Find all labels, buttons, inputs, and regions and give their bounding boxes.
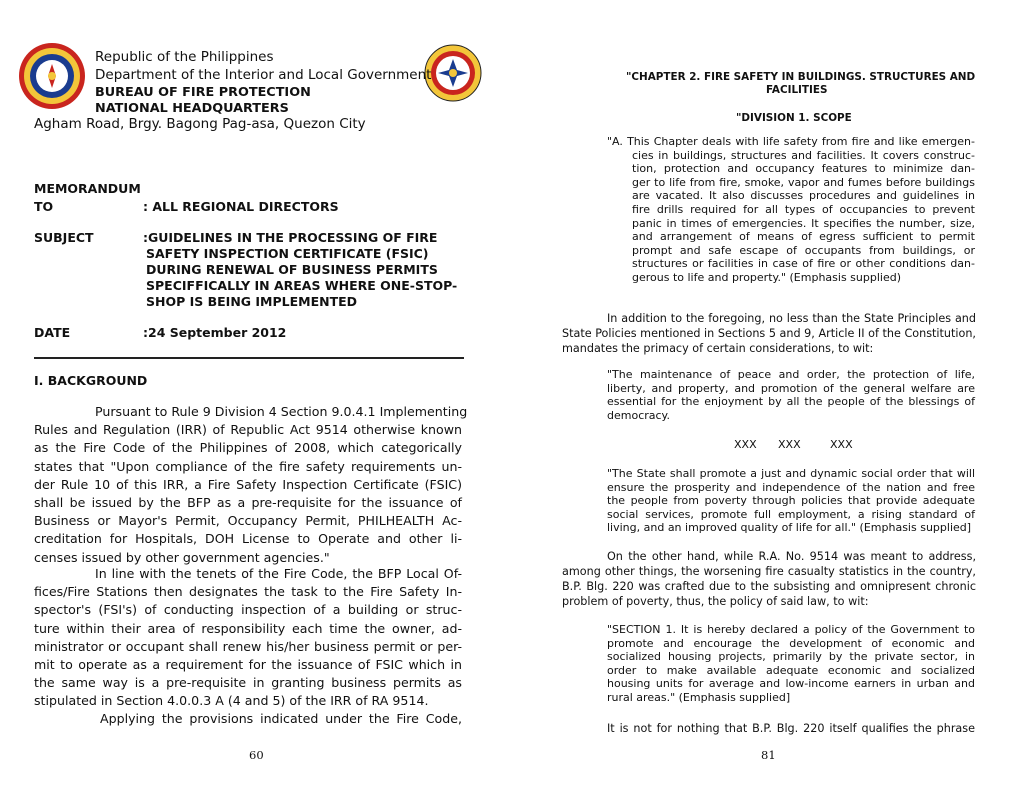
quote-peace-and-order: [607, 368, 975, 422]
text-line: stipulated in Section 4.0.0.3 A (4 and 5) of the IRR of RA 9514.: [34, 693, 429, 709]
memo-date-label: DATE: [34, 325, 71, 340]
text-line: "The State shall promote a just and dynamic social order that will: [607, 467, 975, 480]
text-line: shall be issued by the BFP as a pre-requisite for the issuance of: [34, 495, 462, 511]
text-line: promote and encourage the development of economic and: [607, 636, 975, 650]
text-line: State Policies mentioned in Sections 5 and 9, Article II of the Constitution,: [562, 327, 976, 340]
quote-chapter-scope: [607, 135, 975, 285]
background-paragraph-1: [34, 403, 468, 567]
text-line: order to make available adequate economic and socialized: [607, 663, 975, 677]
text-line: censes issued by other government agencies.": [34, 549, 330, 565]
chapter-heading: "CHAPTER 2. FIRE SAFETY IN BUILDINGS. STRUCTURES AND: [626, 71, 976, 83]
text-line: housing units for average and low-income earners in urban and: [607, 677, 975, 691]
section-title: I. BACKGROUND: [34, 373, 148, 388]
text-line: It is not for nothing that B.P. Blg. 220 itself qualifies the phrase: [607, 722, 975, 735]
text-line: Business or Mayor's Permit, Occupancy Permit, PHILHEALTH Ac-: [34, 513, 462, 529]
memo-to-value: : ALL REGIONAL DIRECTORS: [143, 199, 339, 214]
memo-to-label: TO: [34, 199, 54, 214]
text-line: as the Fire Code of the Philippines of 2008, which categorically: [34, 440, 462, 456]
text-line: Rules and Regulation (IRR) of Republic Act 9514 otherwise known: [34, 422, 462, 438]
paragraph-bp-220: [562, 549, 976, 609]
text-line: In addition to the foregoing, no less than the State Principles and: [607, 312, 976, 325]
background-paragraph-3: [100, 710, 462, 728]
chapter-heading-cont: FACILITIES: [766, 84, 828, 96]
text-line: structures or facilities in case of fire or other conditions dan-: [632, 257, 975, 271]
text-line: fices/Fire Stations then designates the task to the Fire Safety In-: [34, 584, 462, 600]
memo-subject-line: DURING RENEWAL OF BUSINESS PERMITS: [146, 262, 438, 277]
text-line: "The maintenance of peace and order, the protection of life,: [607, 368, 975, 381]
text-line: mit to operate as a requirement for the issuance of FSIC which in: [34, 657, 462, 673]
text-line: panic in times of emergencies. It specifies the number, size,: [632, 216, 975, 230]
memo-subject-line: SHOP IS BEING IMPLEMENTED: [146, 294, 358, 309]
text-line: problem of poverty, thus, the policy of said law, to wit:: [562, 595, 869, 608]
page-number: 60: [249, 748, 264, 762]
text-line: tion, protection and occupancy features to minimize dan-: [632, 162, 975, 176]
text-line: mandates the primacy of certain considerations, to wit:: [562, 342, 874, 355]
memo-date-value: :24 September 2012: [143, 325, 287, 340]
text-line: cies in buildings, structures and facilities. It covers construc-: [632, 148, 975, 162]
text-line: ministrator or occupant shall renew his/her business permit or per-: [34, 638, 462, 654]
quote-section-1: [607, 623, 975, 705]
text-line: liberty, and property, and promotion of the general welfare are: [607, 381, 975, 395]
text-line: rural areas." (Emphasis supplied]: [607, 690, 791, 704]
text-line: essential for the enjoyment by all the people of the blessings of: [607, 395, 975, 409]
page-number: 81: [761, 748, 776, 762]
memo-divider: [34, 357, 464, 359]
header-republic: Republic of the Philippines: [95, 49, 274, 65]
text-line: der Rule 10 of this IRR, a Fire Safety Inspection Certificate (FSIC): [34, 476, 462, 492]
header-address: Agham Road, Brgy. Bagong Pag-asa, Quezon City: [34, 116, 366, 132]
text-line: On the other hand, while R.A. No. 9514 was meant to address,: [607, 550, 976, 563]
background-paragraph-2: [34, 565, 462, 711]
text-line: creditation for Hospitals, DOH License to Operate and other li-: [34, 531, 462, 547]
text-line: social services, promote full employment, a rising standard of: [607, 507, 975, 521]
header-department: Department of the Interior and Local Government: [95, 67, 432, 83]
memo-subject-line: SPECIFFICALLY IN AREAS WHERE ONE-STOP-: [146, 278, 458, 293]
text-line: prompt and safe escape of occupants from buildings, or: [632, 243, 975, 257]
text-line: ensure the prosperity and independence of the nation and free: [607, 480, 975, 494]
text-line: the same way is a pre-requisite in granting business permits as: [34, 675, 462, 691]
text-line: ture within their area of responsibility each time the owner, ad-: [34, 620, 462, 636]
paragraph-closing: [607, 722, 975, 736]
text-line: gerous to life and property." (Emphasis supplied): [632, 270, 902, 284]
text-line: "A. This Chapter deals with life safety from fire and like emergen-: [607, 135, 975, 148]
ellipsis-marker: XXX: [734, 438, 757, 451]
text-line: "SECTION 1. It is hereby declared a policy of the Government to: [607, 623, 975, 636]
header-bureau: BUREAU OF FIRE PROTECTION: [95, 85, 311, 100]
memo-subject-label: SUBJECT: [34, 230, 94, 245]
text-line: Pursuant to Rule 9 Division 4 Section 9.0.4.1 Implementing: [95, 404, 468, 419]
ellipsis-marker: XXX: [778, 438, 801, 451]
paragraph-state-policies: [562, 311, 976, 356]
text-line: and arrangement of means of egress sufficient to permit: [632, 230, 975, 244]
text-line: among other things, the worsening fire casualty statistics in the country,: [562, 565, 976, 578]
header-hq: NATIONAL HEADQUARTERS: [95, 101, 289, 116]
quote-social-order: [607, 467, 975, 535]
bfp-seal-logo: [18, 42, 86, 110]
text-line: living, and an improved quality of life for all." (Emphasis supplied]: [607, 521, 972, 535]
text-line: spector's (FSI's) of conducting inspection of a building or struc-: [34, 602, 462, 618]
ellipsis-marker: XXX: [830, 438, 853, 451]
dilg-seal-logo: [424, 44, 482, 102]
text-line: B.P. Blg. 220 was crafted due to the subsisting and omnipresent chronic: [562, 580, 976, 593]
division-heading: "DIVISION 1. SCOPE: [736, 112, 852, 124]
text-line: states that "Upon compliance of the fire safety requirements un-: [34, 458, 462, 474]
text-line: ger to life from fire, smoke, vapor and fumes before buildings: [632, 175, 975, 189]
memo-title: MEMORANDUM: [34, 181, 141, 196]
memo-subject-line: SAFETY INSPECTION CERTIFICATE (FSIC): [146, 246, 429, 261]
text-line: are vacated. It also discusses procedures and guidelines in: [632, 189, 975, 203]
text-line: socialized housing projects, primarily by the private sector, in: [607, 650, 975, 664]
text-line: fire drills required for all types of occupancies to prevent: [632, 202, 975, 216]
memo-subject-line: :GUIDELINES IN THE PROCESSING OF FIRE: [143, 230, 438, 245]
text-line: the people from poverty through policies that provide adequate: [607, 494, 975, 508]
text-line: Applying the provisions indicated under the Fire Code,: [100, 711, 462, 726]
text-line: In line with the tenets of the Fire Code, the BFP Local Of-: [95, 566, 462, 581]
right-page: [512, 0, 1024, 792]
text-line: democracy.: [607, 408, 670, 422]
